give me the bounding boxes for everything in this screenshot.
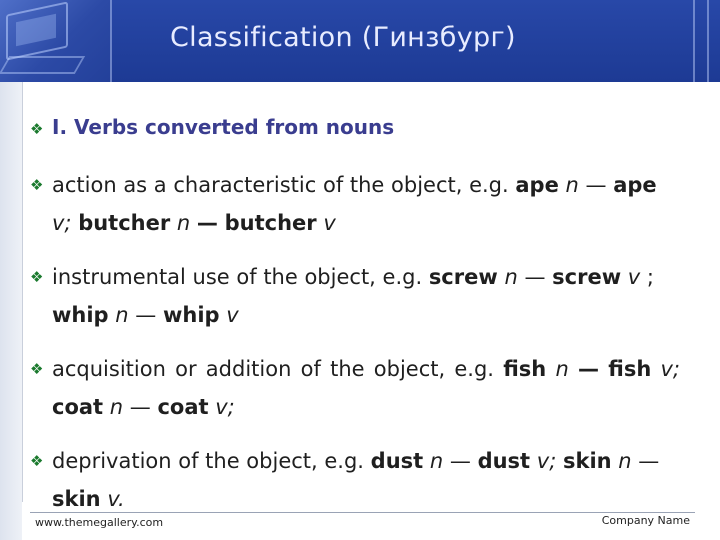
dash: — <box>638 449 660 473</box>
example-word: screw <box>552 265 622 289</box>
example-word: fish <box>608 357 652 381</box>
header-divider <box>693 0 695 82</box>
example-word: coat <box>52 395 104 419</box>
example-word: ape <box>613 173 657 197</box>
dash: — <box>135 303 157 327</box>
header-divider <box>707 0 709 82</box>
list-item-text <box>52 350 680 426</box>
diamond-bullet-icon: ❖ <box>30 452 44 470</box>
list-item <box>30 166 680 242</box>
heading-text: I. Verbs converted from nouns <box>52 115 395 139</box>
left-stripe <box>0 82 22 540</box>
part-of-speech: v; <box>536 449 557 473</box>
example-word: dust <box>477 449 531 473</box>
part-of-speech: v <box>323 211 336 235</box>
example-word: coat <box>157 395 209 419</box>
example-word: ape <box>515 173 559 197</box>
part-of-speech: n <box>176 211 191 235</box>
example-word: screw <box>428 265 498 289</box>
example-word: skin <box>562 449 612 473</box>
part-of-speech: v <box>627 265 641 289</box>
separator: ; <box>646 265 654 289</box>
keyboard-icon <box>0 56 85 74</box>
example-word: butcher <box>224 211 317 235</box>
part-of-speech: v <box>226 303 239 327</box>
part-of-speech: v; <box>52 211 72 235</box>
header-divider <box>110 0 112 82</box>
part-of-speech: n <box>565 173 579 197</box>
dash: — <box>578 357 600 381</box>
diamond-bullet-icon: ❖ <box>30 268 44 286</box>
section-heading <box>30 108 680 148</box>
item-description: deprivation of the object, e.g. <box>52 449 364 473</box>
slide-body <box>30 108 680 534</box>
footer-company: Company Name <box>601 514 690 527</box>
dash: — <box>449 449 471 473</box>
example-word: butcher <box>78 211 171 235</box>
diamond-bullet-icon: ❖ <box>30 176 44 194</box>
dash: — <box>196 211 218 235</box>
list-item-text <box>52 258 680 334</box>
slide-header <box>0 0 720 82</box>
computer-graphic <box>0 0 110 82</box>
part-of-speech: v; <box>660 357 681 381</box>
part-of-speech: n <box>429 449 444 473</box>
list-item <box>30 442 680 518</box>
part-of-speech: v. <box>107 487 125 511</box>
dash: — <box>585 173 607 197</box>
part-of-speech: n <box>555 357 569 381</box>
diamond-bullet-icon: ❖ <box>30 120 44 138</box>
part-of-speech: n <box>115 303 129 327</box>
dash: — <box>129 395 151 419</box>
example-word: dust <box>370 449 424 473</box>
dash: — <box>524 265 546 289</box>
list-item-text <box>52 166 680 242</box>
left-divider <box>22 82 23 502</box>
example-word: whip <box>162 303 220 327</box>
item-description: action as a characteristic of the object, e.g. <box>52 173 509 197</box>
slide-title: Classification (Гинзбург) <box>170 22 516 53</box>
footer-website: www.themegallery.com <box>35 516 164 529</box>
diamond-bullet-icon: ❖ <box>30 360 44 378</box>
part-of-speech: n <box>504 265 518 289</box>
item-description: acquisition or addition of the object, e.g. <box>52 357 494 381</box>
list-item <box>30 258 680 334</box>
part-of-speech: n <box>109 395 124 419</box>
example-word: whip <box>52 303 109 327</box>
footer-divider <box>30 512 695 513</box>
part-of-speech: v; <box>215 395 235 419</box>
example-word: fish <box>503 357 547 381</box>
list-item <box>30 350 680 426</box>
example-word: skin <box>52 487 101 511</box>
list-item-text <box>52 442 680 518</box>
part-of-speech: n <box>618 449 632 473</box>
item-description: instrumental use of the object, e.g. <box>52 265 423 289</box>
